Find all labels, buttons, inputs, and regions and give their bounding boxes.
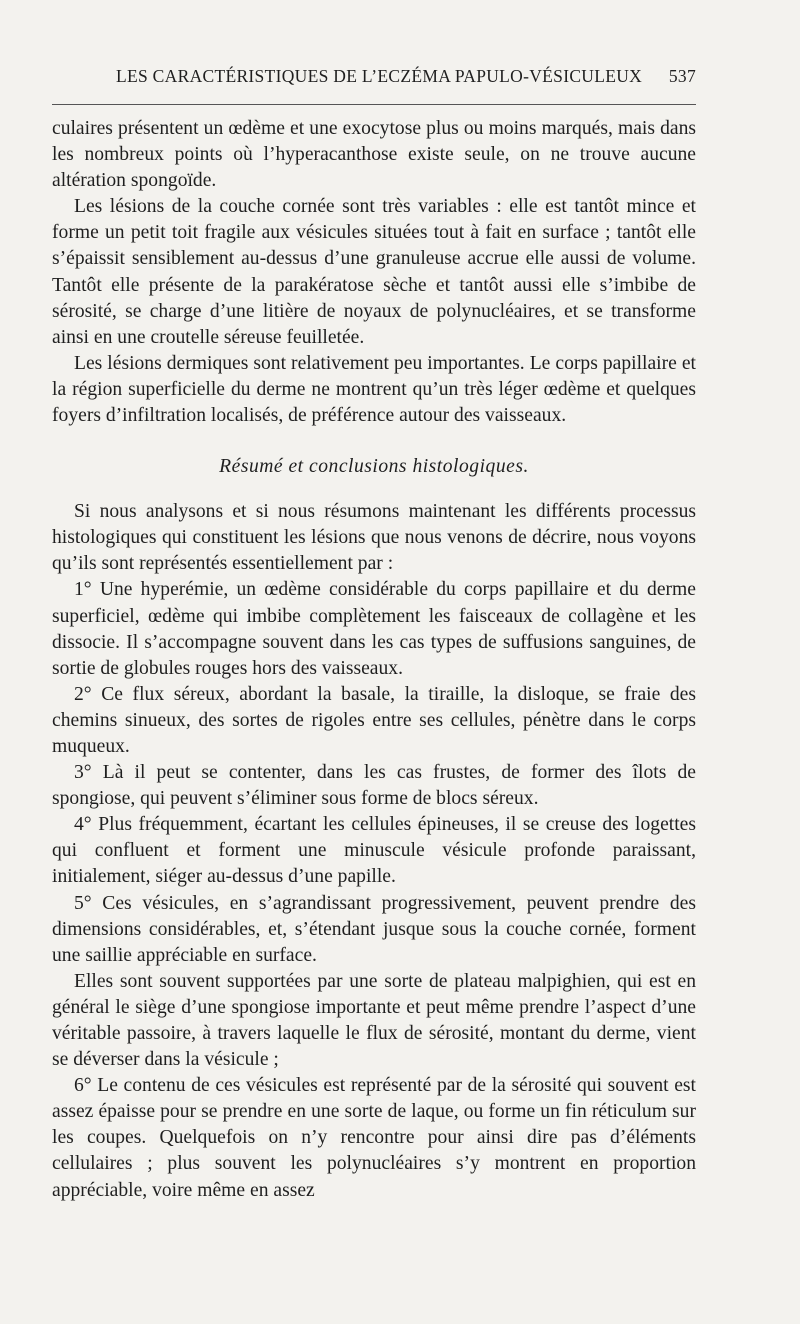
running-title: LES CARACTÉRISTIQUES DE L’ECZÉMA PAPULO-VÉSICULEUX	[116, 66, 643, 86]
list-item: 4° Plus fréquemment, écartant les cellules épineuses, il se creuse des logettes qui confluent et forment une minuscule vésicule profonde paraissant, initialement, siéger au-dessus d’une papille.	[52, 814, 696, 888]
list-item: 2° Ce flux séreux, abordant la basale, la tiraille, la disloque, se fraie des chemins sinueux, des sortes de rigoles entre ses cellules, pénètre dans le corps muqueux.	[52, 683, 696, 757]
list-item: 3° Là il peut se contenter, dans les cas frustes, de former des îlots de spongiose, qui peuvent s’éliminer sous forme de blocs séreux.	[52, 762, 696, 810]
paragraph: Elles sont souvent supportées par une sorte de plateau malpighien, qui est en général le siège d’une spongiose importante et peut même prendre l’aspect d’une véritable passoire, à travers laquelle le flux de sérosité, montant du derme, vient se déverser dans la vésicule ;	[52, 970, 696, 1071]
list-item: 5° Ces vésicules, en s’agrandissant progressivement, peuvent prendre des dimensions considérables, et, s’étendant jusque sous la couche cornée, forment une saillie appréciable en surface.	[52, 892, 696, 966]
paragraph: Les lésions dermiques sont relativement peu importantes. Le corps papillaire et la région superficielle du derme ne montrent qu’un très léger œdème et quelques foyers d’infiltration localisés, de préférence autour des vaisseaux.	[52, 352, 696, 427]
paragraph: Les lésions de la couche cornée sont très variables : elle est tantôt mince et forme un petit toit fragile aux vésicules situées tout à fait en surface ; tantôt elle s’épaissit sensiblement au-dessus d’une granuleuse accrue elle aussi de volume. Tantôt elle présente de la parakératose sèche et tantôt aussi elle s’imbibe de sérosité, se charge d’une litière de noyaux de polynucléaires, et se transforme ainsi en une croutelle séreuse feuilletée.	[52, 196, 696, 348]
header-rule	[52, 104, 696, 105]
list-item: 6° Le contenu de ces vésicules est représenté par de la sérosité qui souvent est assez épaisse pour se prendre en une sorte de laque, ou forme un fin réticulum sur les coupes. Quelquefois on n’y rencontre pour ainsi dire pas d’éléments cellulaires ; plus souvent les polynucléaires s’y montrent en proportion appréciable, voire même en assez	[52, 1075, 696, 1201]
running-header	[52, 66, 696, 94]
section-heading: Résumé et conclusions histologiques.	[219, 456, 529, 478]
paragraph: culaires présentent un œdème et une exocytose plus ou moins marqués, mais dans les nombreux points où l’hyperacanthose existe seule, on ne trouve aucune altération spongoïde.	[52, 118, 696, 192]
list-item: 1° Une hyperémie, un œdème considérable du corps papillaire et du derme superficiel, œdème qui imbibe complètement les faisceaux de collagène et les dissocie. Il s’accompagne souvent dans les cas types de suffusions sanguines, de sortie de globules rouges hors des vaisseaux.	[52, 579, 696, 679]
body-text	[52, 116, 696, 1204]
paragraph: Si nous analysons et si nous résumons maintenant les différents processus histologiques qui constituent les lésions que nous venons de décrire, nous voyons qu’ils sont représentés essentiellement par :	[52, 501, 696, 575]
page-number: 537	[668, 66, 696, 86]
